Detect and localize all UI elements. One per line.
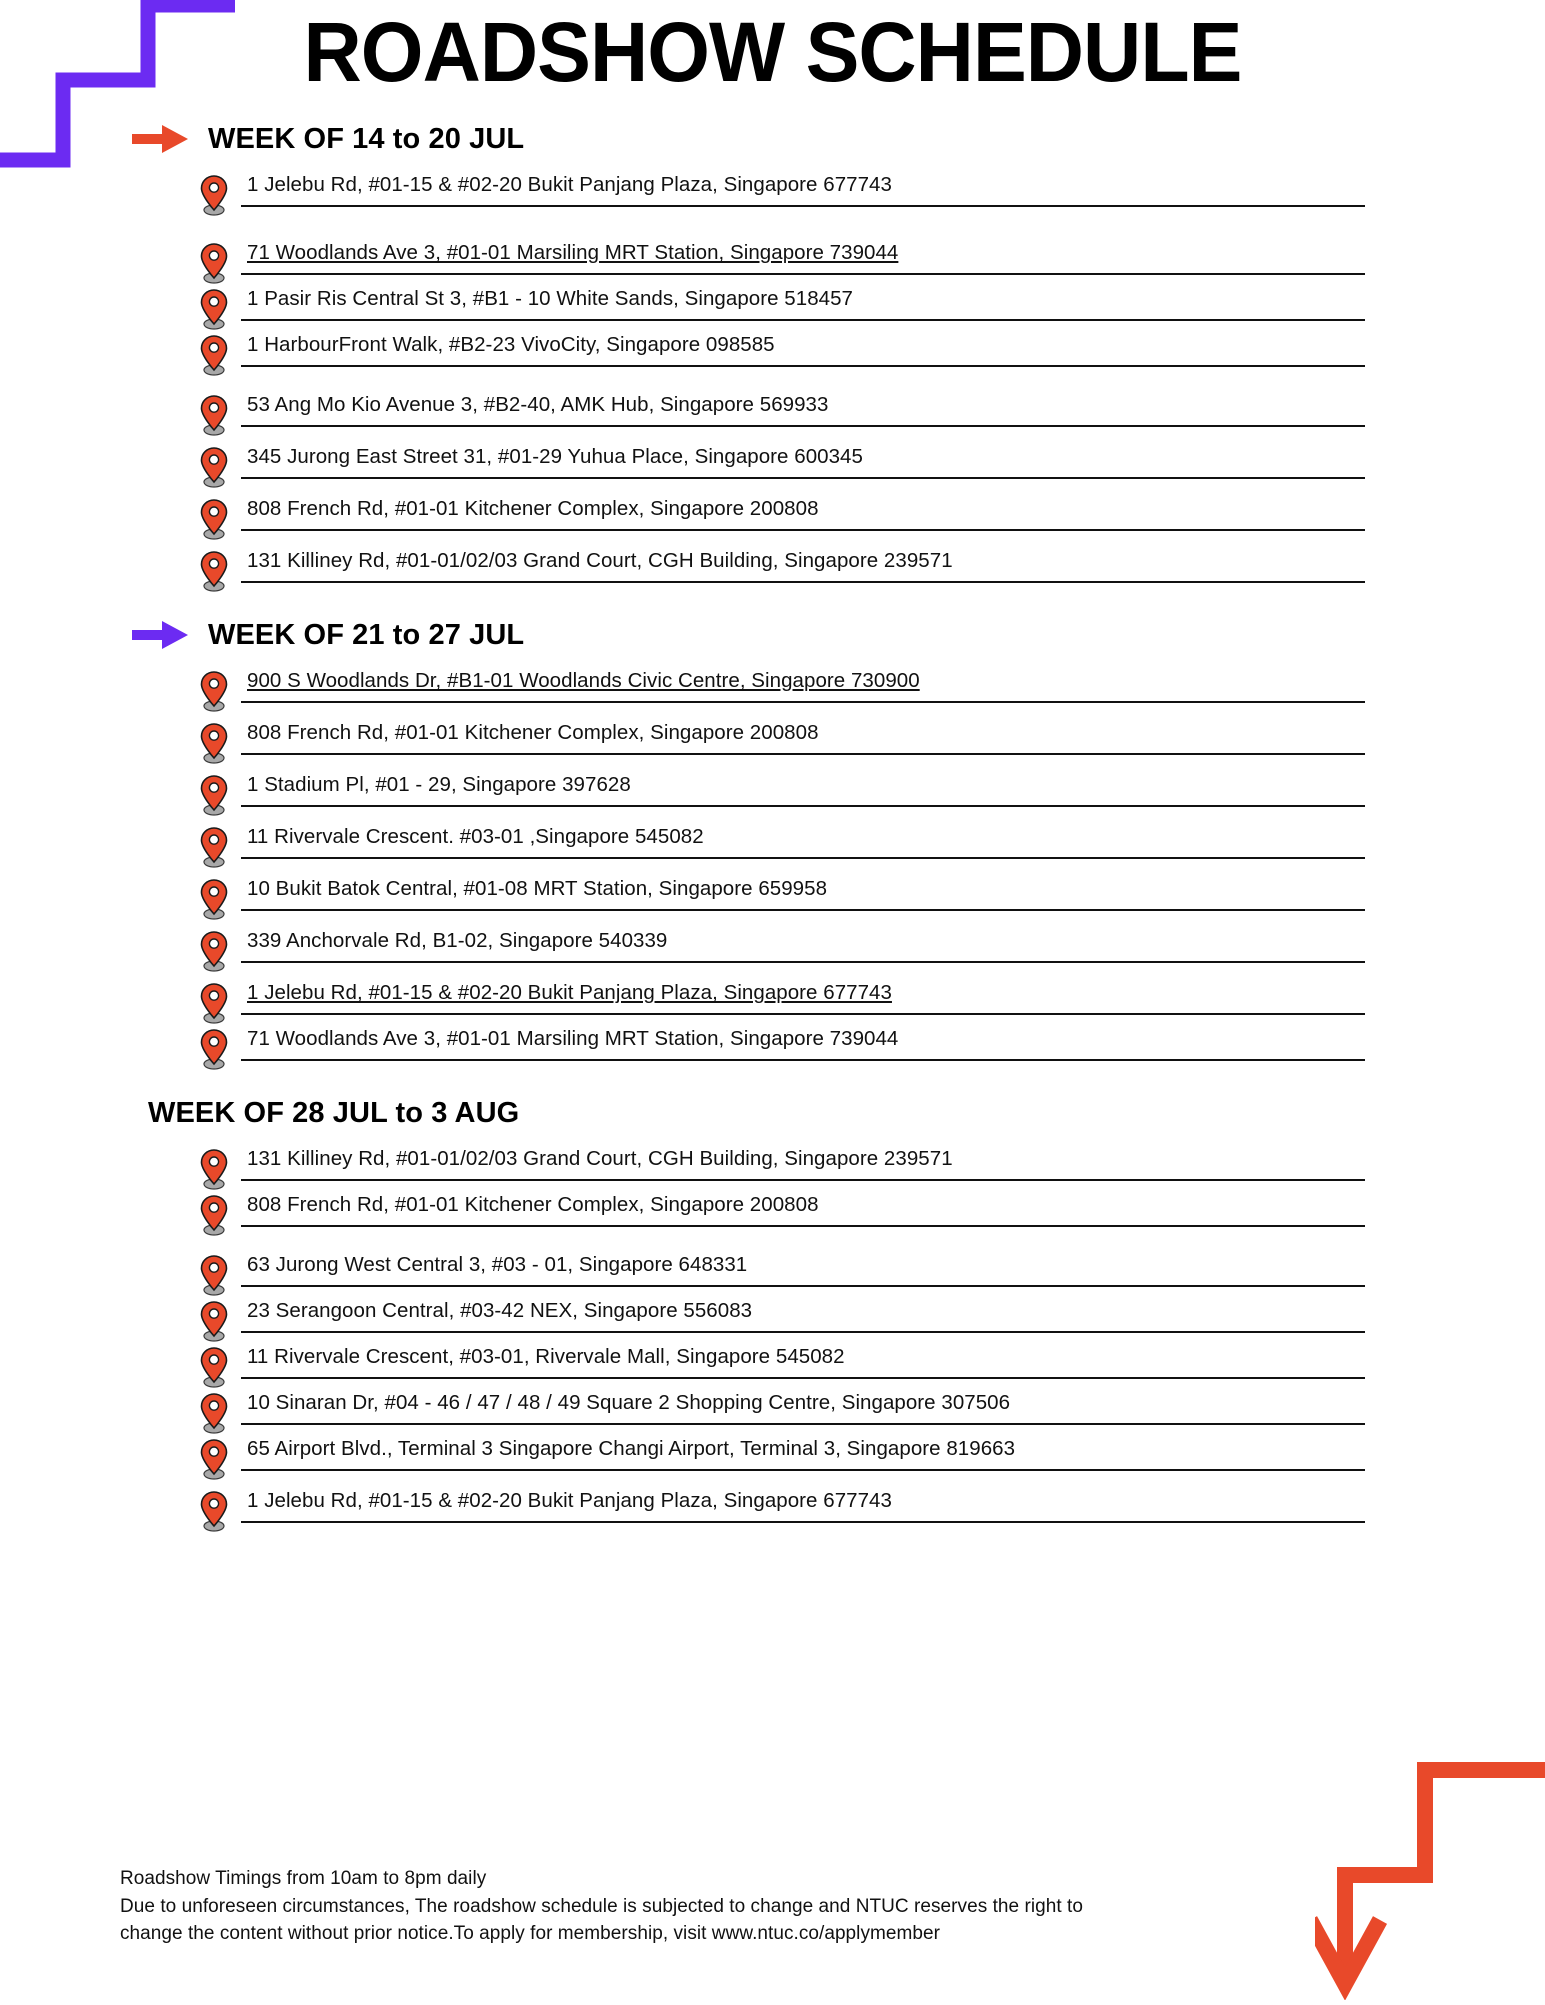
address-text: 23 Serangoon Central, #03-42 NEX, Singapore 556083 — [247, 1299, 753, 1323]
address-underline-field — [241, 332, 1365, 367]
address-text: 1 Pasir Ris Central St 3, #B1 - 10 White Sands, Singapore 518457 — [247, 287, 854, 311]
address-row — [195, 1146, 1365, 1190]
week-header — [0, 122, 1545, 156]
map-pin-icon — [195, 826, 233, 868]
address-text: 10 Sinaran Dr, #04 - 46 / 47 / 48 / 49 Square 2 Shopping Centre, Singapore 307506 — [247, 1391, 1011, 1415]
week-section — [0, 122, 1545, 592]
week-title: WEEK OF 14 to 20 JUL — [208, 122, 525, 155]
map-pin-icon — [195, 1148, 233, 1190]
address-row — [195, 1436, 1365, 1480]
week-header — [0, 618, 1545, 652]
address-row — [195, 1026, 1365, 1070]
address-underline-field — [241, 1146, 1365, 1181]
address-text: 339 Anchorvale Rd, B1-02, Singapore 540339 — [247, 929, 668, 953]
address-text: 71 Woodlands Ave 3, #01-01 Marsiling MRT Station, Singapore 739044 — [247, 241, 899, 265]
address-underline-field — [241, 496, 1365, 531]
footer-timings: Roadshow Timings from 10am to 8pm daily — [120, 1868, 487, 1890]
map-pin-icon — [195, 1346, 233, 1388]
address-text: 808 French Rd, #01-01 Kitchener Complex, Singapore 200808 — [247, 497, 819, 521]
address-row — [195, 1344, 1365, 1388]
address-underline-field — [241, 876, 1365, 911]
address-row — [195, 1390, 1365, 1434]
address-underline-field — [241, 928, 1365, 963]
address-row — [195, 1488, 1365, 1532]
weeks-container — [0, 122, 1545, 1532]
map-pin-icon — [195, 1254, 233, 1296]
week-section — [0, 1096, 1545, 1532]
address-row — [195, 496, 1365, 540]
map-pin-icon — [195, 550, 233, 592]
address-underline-field — [241, 240, 1365, 275]
arrow-right-icon — [132, 618, 192, 652]
address-text: 10 Bukit Batok Central, #01-08 MRT Station, Singapore 659958 — [247, 877, 828, 901]
address-list — [0, 172, 1545, 592]
address-row — [195, 668, 1365, 712]
address-underline-field — [241, 824, 1365, 859]
map-pin-icon — [195, 722, 233, 764]
map-pin-icon — [195, 1300, 233, 1342]
address-underline-field — [241, 548, 1365, 583]
address-text: 63 Jurong West Central 3, #03 - 01, Singapore 648331 — [247, 1253, 748, 1277]
address-underline-field — [241, 1298, 1365, 1333]
address-underline-field — [241, 668, 1365, 703]
map-pin-icon — [195, 670, 233, 712]
map-pin-icon — [195, 498, 233, 540]
address-row — [195, 332, 1365, 376]
address-row — [195, 1192, 1365, 1236]
address-text: 1 Jelebu Rd, #01-15 & #02-20 Bukit Panjang Plaza, Singapore 677743 — [247, 173, 892, 197]
map-pin-icon — [195, 1490, 233, 1532]
address-text: 11 Rivervale Crescent. #03-01 ,Singapore 545082 — [247, 825, 704, 849]
address-underline-field — [241, 980, 1365, 1015]
address-row — [195, 286, 1365, 330]
address-underline-field — [241, 1436, 1365, 1471]
address-row — [195, 392, 1365, 436]
address-underline-field — [241, 1390, 1365, 1425]
address-row — [195, 1252, 1365, 1296]
address-underline-field — [241, 1488, 1365, 1523]
address-text: 1 Jelebu Rd, #01-15 & #02-20 Bukit Panjang Plaza, Singapore 677743 — [247, 1489, 892, 1513]
address-text: 1 Jelebu Rd, #01-15 & #02-20 Bukit Panjang Plaza, Singapore 677743 — [247, 981, 892, 1005]
address-text: 65 Airport Blvd., Terminal 3 Singapore Changi Airport, Terminal 3, Singapore 819663 — [247, 1437, 1016, 1461]
address-underline-field — [241, 1026, 1365, 1061]
map-pin-icon — [195, 1194, 233, 1236]
footer-disclaimer-line-1: Due to unforeseen circumstances, The roadshow schedule is subjected to change and NTUC reserves the right to — [120, 1895, 1083, 1917]
address-underline-field — [241, 286, 1365, 321]
address-text: 808 French Rd, #01-01 Kitchener Complex, Singapore 200808 — [247, 721, 819, 745]
arrow-right-icon — [132, 122, 192, 156]
footer-notes — [120, 1865, 1300, 1948]
page-title: ROADSHOW SCHEDULE — [303, 5, 1242, 99]
address-text: 1 Stadium Pl, #01 - 29, Singapore 397628 — [247, 773, 631, 797]
map-pin-icon — [195, 242, 233, 284]
address-underline-field — [241, 1344, 1365, 1379]
map-pin-icon — [195, 334, 233, 376]
address-underline-field — [241, 392, 1365, 427]
map-pin-icon — [195, 982, 233, 1024]
address-underline-field — [241, 772, 1365, 807]
address-row — [195, 548, 1365, 592]
address-text: 131 Killiney Rd, #01-01/02/03 Grand Court, CGH Building, Singapore 239571 — [247, 549, 953, 573]
address-underline-field — [241, 172, 1365, 207]
address-row — [195, 240, 1365, 284]
week-title: WEEK OF 28 JUL to 3 AUG — [148, 1096, 520, 1129]
address-underline-field — [241, 720, 1365, 755]
address-row — [195, 980, 1365, 1024]
address-text: 131 Killiney Rd, #01-01/02/03 Grand Court, CGH Building, Singapore 239571 — [247, 1147, 953, 1171]
address-text: 900 S Woodlands Dr, #B1-01 Woodlands Civic Centre, Singapore 730900 — [247, 669, 920, 693]
address-row — [195, 772, 1365, 816]
address-list — [0, 1146, 1545, 1532]
address-text: 71 Woodlands Ave 3, #01-01 Marsiling MRT Station, Singapore 739044 — [247, 1027, 899, 1051]
address-row — [195, 720, 1365, 764]
week-section — [0, 618, 1545, 1070]
address-row — [195, 172, 1365, 216]
address-row — [195, 928, 1365, 972]
week-title: WEEK OF 21 to 27 JUL — [208, 618, 525, 651]
address-list — [0, 668, 1545, 1070]
map-pin-icon — [195, 288, 233, 330]
map-pin-icon — [195, 930, 233, 972]
address-underline-field — [241, 1252, 1365, 1287]
address-row — [195, 1298, 1365, 1342]
footer-disclaimer-line-2: change the content without prior notice.To apply for membership, visit www.ntuc.co/applymember — [120, 1923, 940, 1945]
week-header — [0, 1096, 1545, 1130]
map-pin-icon — [195, 174, 233, 216]
map-pin-icon — [195, 1028, 233, 1070]
address-underline-field — [241, 444, 1365, 479]
address-text: 808 French Rd, #01-01 Kitchener Complex, Singapore 200808 — [247, 1193, 819, 1217]
map-pin-icon — [195, 446, 233, 488]
map-pin-icon — [195, 394, 233, 436]
bottom-right-arrow-decoration — [1315, 1750, 1545, 2000]
map-pin-icon — [195, 1392, 233, 1434]
address-row — [195, 824, 1365, 868]
address-text: 11 Rivervale Crescent, #03-01, Rivervale Mall, Singapore 545082 — [247, 1345, 845, 1369]
address-text: 345 Jurong East Street 31, #01-29 Yuhua Place, Singapore 600345 — [247, 445, 863, 469]
address-underline-field — [241, 1192, 1365, 1227]
map-pin-icon — [195, 1438, 233, 1480]
address-row — [195, 444, 1365, 488]
address-text: 53 Ang Mo Kio Avenue 3, #B2-40, AMK Hub, Singapore 569933 — [247, 393, 829, 417]
address-text: 1 HarbourFront Walk, #B2-23 VivoCity, Singapore 098585 — [247, 333, 775, 357]
address-row — [195, 876, 1365, 920]
map-pin-icon — [195, 878, 233, 920]
map-pin-icon — [195, 774, 233, 816]
